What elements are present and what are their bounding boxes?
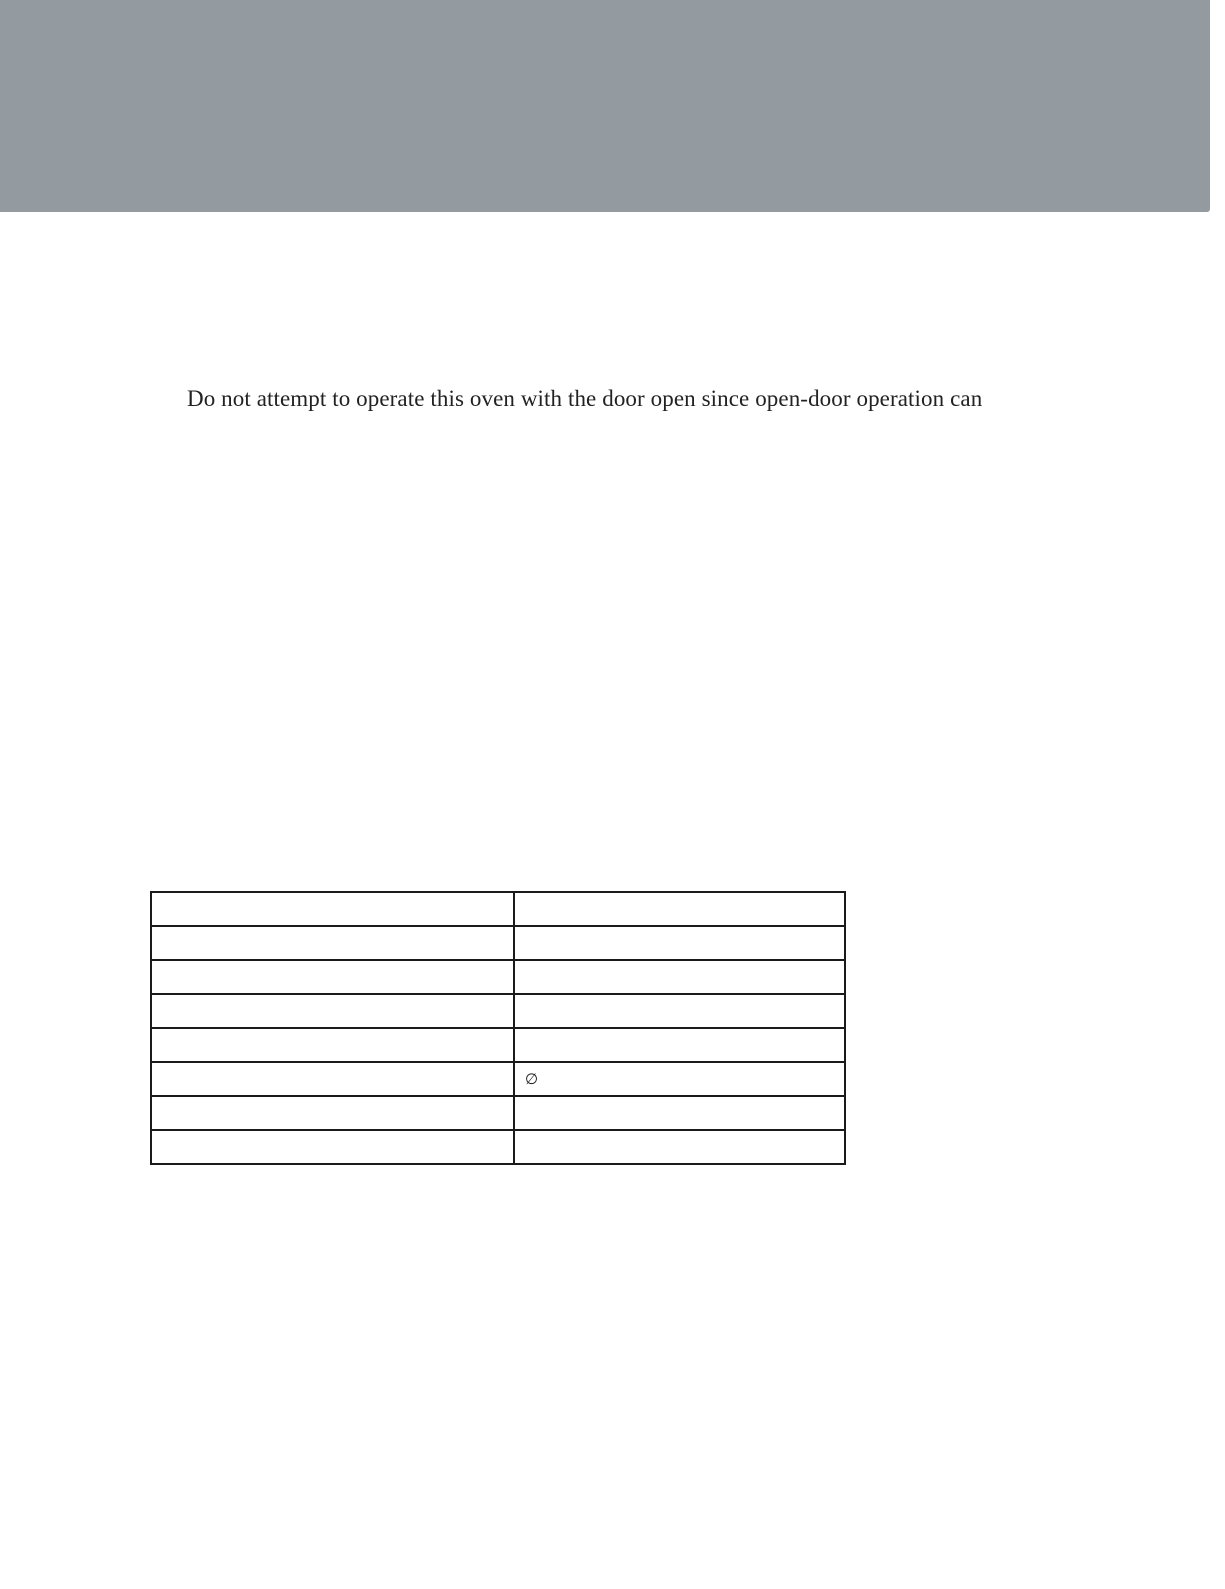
table-cell-value bbox=[514, 926, 845, 960]
table-cell-value bbox=[514, 1130, 845, 1164]
table-cell-label bbox=[151, 994, 514, 1028]
table-cell-label bbox=[151, 1096, 514, 1130]
table-row bbox=[151, 1028, 845, 1062]
table-row bbox=[151, 892, 845, 926]
table-row bbox=[151, 926, 845, 960]
warning-text: Do not attempt to operate this oven with the door open since open-door operation can bbox=[187, 386, 983, 411]
diameter-symbol-cell: ∅ bbox=[514, 1062, 845, 1096]
table-cell-label bbox=[151, 1130, 514, 1164]
header-band bbox=[0, 0, 1210, 212]
table-cell-label bbox=[151, 892, 514, 926]
table-row bbox=[151, 994, 845, 1028]
table-cell-value bbox=[514, 960, 845, 994]
table-cell-label bbox=[151, 1028, 514, 1062]
table-cell-value bbox=[514, 1096, 845, 1130]
table-row bbox=[151, 1096, 845, 1130]
table-cell-value bbox=[514, 994, 845, 1028]
table-cell-label bbox=[151, 926, 514, 960]
table-row bbox=[151, 1062, 845, 1096]
table-cell-label bbox=[151, 960, 514, 994]
table-cell-value bbox=[514, 1028, 845, 1062]
table-row bbox=[151, 960, 845, 994]
spec-table bbox=[150, 891, 846, 1165]
table-cell-label bbox=[151, 1062, 514, 1096]
table-cell-value bbox=[514, 892, 845, 926]
table-row bbox=[151, 1130, 845, 1164]
